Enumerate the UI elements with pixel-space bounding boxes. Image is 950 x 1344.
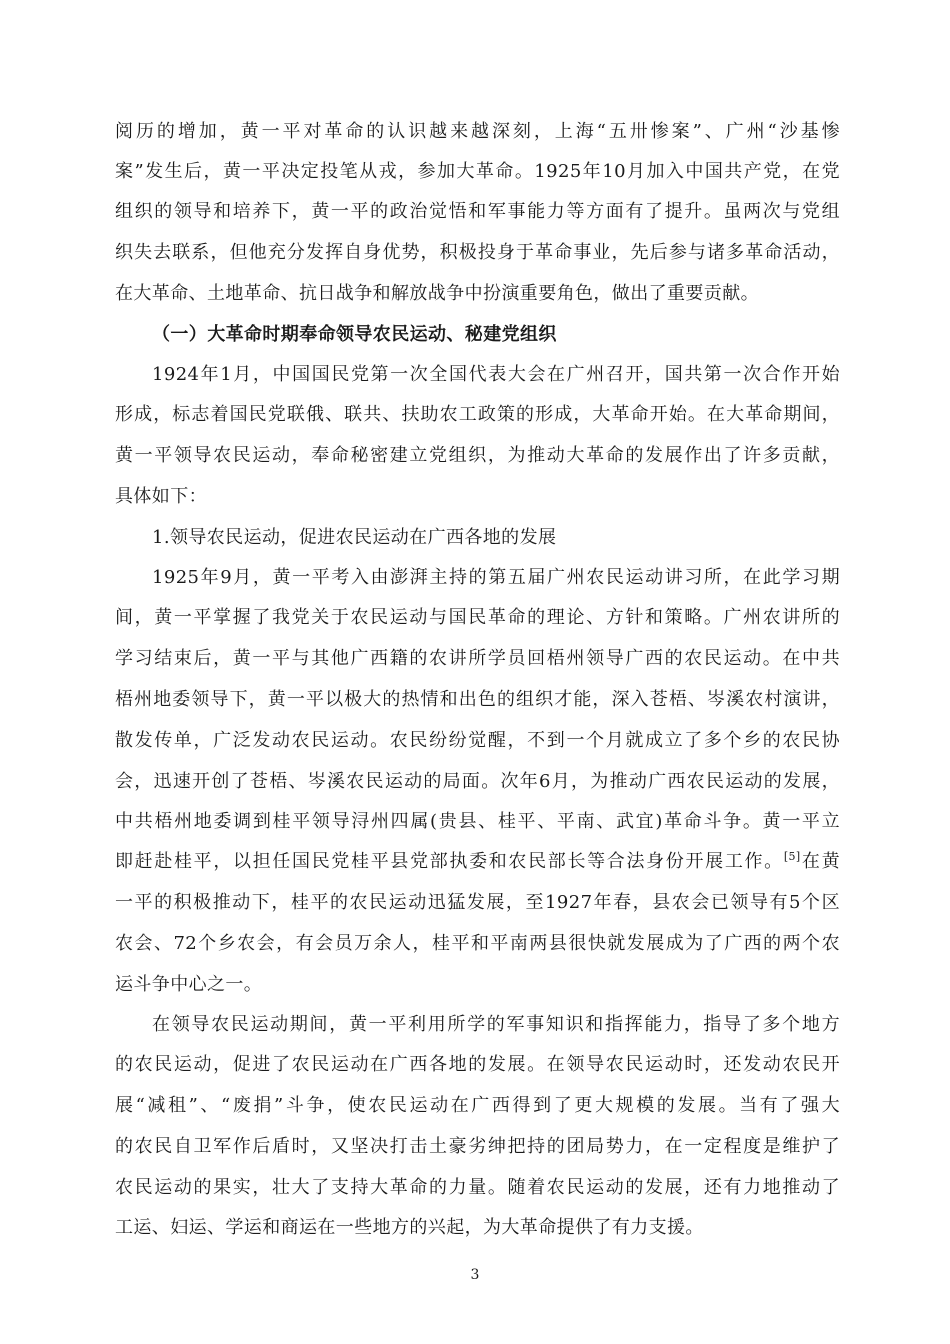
paragraph-line: 在领导农民运动期间，黄一平利用所学的军事知识和指挥能力，指导了多个地方 — [152, 1014, 840, 1035]
section-heading: （一）大革命时期奉命领导农民运动、秘建党组织 — [152, 324, 557, 345]
paragraph-line: 间，黄一平掌握了我党关于农民运动与国民革命的理论、方针和策略。广州农讲所的 — [115, 607, 840, 628]
paragraph-line: 农会、72个乡农会，有会员万余人，桂平和平南两县很快就发展成为了广西的两个农 — [115, 933, 840, 954]
paragraph-line: 一平的积极推动下，桂平的农民运动迅猛发展，至1927年春，县农会已领导有5个区 — [115, 892, 840, 913]
paragraph-line-with-citation — [115, 849, 840, 875]
intro-line: 组织的领导和培养下，黄一平的政治觉悟和军事能力等方面有了提升。虽两次与党组 — [115, 201, 840, 222]
intro-line: 织失去联系，但他充分发挥自身优势，积极投身于革命事业，先后参与诸多革命活动， — [115, 242, 840, 263]
paragraph-line: 梧州地委领导下，黄一平以极大的热情和出色的组织才能，深入苍梧、岑溪农村演讲， — [115, 689, 840, 710]
paragraph-line: 学习结束后，黄一平与其他广西籍的农讲所学员回梧州领导广西的农民运动。在中共 — [115, 648, 840, 669]
intro-line: 阅历的增加，黄一平对革命的认识越来越深刻，上海“五卅惨案”、广州“沙基惨 — [115, 121, 840, 142]
paragraph-line: 会，迅速开创了苍梧、岑溪农民运动的局面。次年6月，为推动广西农民运动的发展， — [115, 771, 840, 792]
citation-following-text: 在黄 — [800, 851, 840, 872]
intro-line: 在大革命、土地革命、抗日战争和解放战争中扮演重要角色，做出了重要贡献。 — [115, 283, 759, 304]
paragraph-line: 散发传单，广泛发动农民运动。农民纷纷觉醒，不到一个月就成立了多个乡的农民协 — [115, 730, 840, 751]
subsection-heading: 1.领导农民运动，促进农民运动在广西各地的发展 — [152, 527, 557, 548]
paragraph-line: 的农民自卫军作后盾时，又坚决打击土豪劣绅把持的团局势力，在一定程度是维护了 — [115, 1136, 840, 1157]
paragraph-line: 1924年1月，中国国民党第一次全国代表大会在广州召开，国共第一次合作开始 — [152, 364, 840, 385]
paragraph-line: 工运、妇运、学运和商运在一些地方的兴起，为大革命提供了有力支援。 — [115, 1217, 704, 1238]
paragraph-line: 农民运动的果实，壮大了支持大革命的力量。随着农民运动的发展，还有力地推动了 — [115, 1177, 840, 1198]
paragraph-line: 运斗争中心之一。 — [115, 974, 263, 995]
intro-line: 案”发生后，黄一平决定投笔从戎，参加大革命。1925年10月加入中国共产党，在党 — [115, 161, 840, 182]
citation-preceding-text: 即赶赴桂平，以担任国民党桂平县党部执委和农民部长等合法身份开展工作。 — [115, 851, 784, 872]
paragraph-line: 中共梧州地委调到桂平领导浔州四属(贵县、桂平、平南、武宜)革命斗争。黄一平立 — [115, 811, 840, 832]
paragraph-line: 黄一平领导农民运动，奉命秘密建立党组织，为推动大革命的发展作出了许多贡献， — [115, 445, 840, 466]
citation-reference: [5] — [783, 850, 801, 863]
page-number: 3 — [470, 1267, 480, 1283]
paragraph-line: 具体如下： — [115, 486, 207, 507]
paragraph-line: 的农民运动，促进了农民运动在广西各地的发展。在领导农民运动时，还发动农民开 — [115, 1054, 840, 1075]
paragraph-line: 展“减租”、“废捐”斗争，使农民运动在广西得到了更大规模的发展。当有了强大 — [115, 1095, 840, 1116]
paragraph-line: 1925年9月，黄一平考入由澎湃主持的第五届广州农民运动讲习所，在此学习期 — [152, 567, 840, 588]
paragraph-line: 形成，标志着国民党联俄、联共、扶助农工政策的形成，大革命开始。在大革命期间， — [115, 404, 840, 425]
